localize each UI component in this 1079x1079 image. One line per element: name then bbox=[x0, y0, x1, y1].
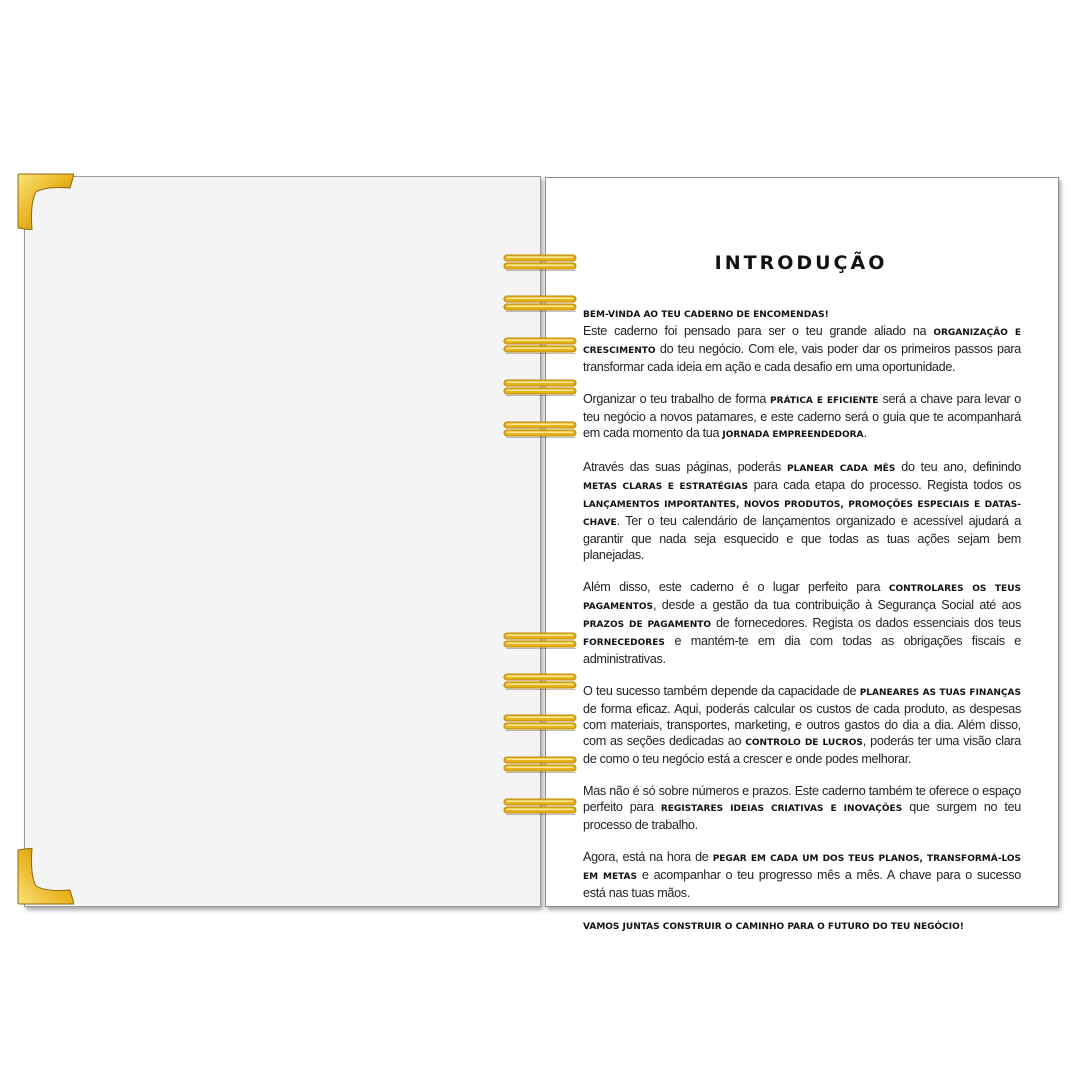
intro-text bbox=[583, 305, 1021, 951]
emphasis-text: PLANEAR CADA MÊS bbox=[786, 464, 896, 474]
spiral-ring-icon bbox=[503, 378, 577, 396]
spiral-ring-icon bbox=[503, 672, 577, 690]
body-text: Este caderno foi pensado para ser o teu grande aliado na bbox=[583, 324, 934, 338]
spiral-ring-icon bbox=[503, 420, 577, 438]
body-text: , poderás ter uma visão clara de como o teu negócio está a crescer e onde podes melhorar. bbox=[583, 734, 1021, 766]
body-text: Através das suas páginas, poderás bbox=[583, 460, 787, 474]
body-text: de forma eficaz. Aqui, poderás calcular os custos de cada produto, as despesas com materiais, transportes, marketing, e outros gastos do dia a dia. Além disso, com as seções dedicadas ao bbox=[583, 702, 1021, 748]
emphasis-text: PRÁTICA E EFICIENTE bbox=[770, 396, 879, 406]
body-text: de fornecedores. Regista os dados essenciais dos teus bbox=[711, 616, 1021, 630]
spiral-ring-icon bbox=[503, 713, 577, 731]
emphasis-text: PLANEARES AS TUAS FINANÇAS bbox=[859, 688, 1021, 698]
emphasis-text: ORGANIZAÇÃO E CRESCIMENTO bbox=[583, 328, 1021, 356]
body-text: Mas não é só sobre números e prazos. Este caderno também te oferece o espaço perfeito para bbox=[583, 784, 1021, 814]
intro-paragraph bbox=[583, 305, 1021, 375]
spiral-ring-icon bbox=[503, 631, 577, 649]
spiral-ring-icon bbox=[503, 336, 577, 354]
body-text: . Ter o teu calendário de lançamentos organizado e acessível ajudará a garantir que nada seja esquecido e que todas as tuas ações sejam bem planejadas. bbox=[583, 514, 1021, 562]
emphasis-text: PEGAR EM CADA UM DOS TEUS PLANOS, TRANSFORMÁ-LOS EM METAS bbox=[583, 854, 1021, 882]
body-text: do teu ano, definindo bbox=[895, 460, 1021, 474]
gold-corner-top-left-icon bbox=[16, 172, 74, 230]
emphasis-text: LANÇAMENTOS IMPORTANTES, NOVOS PRODUTOS, PROMOÇÕES ESPECIAIS E DATAS-CHAVE bbox=[583, 500, 1021, 528]
emphasis-text: VAMOS JUNTAS CONSTRUIR O CAMINHO PARA O FUTURO DO TEU NEGÓCIO! bbox=[583, 922, 964, 932]
spiral-ring-icon bbox=[503, 294, 577, 312]
emphasis-text: FORNECEDORES bbox=[583, 638, 665, 648]
body-text: . bbox=[863, 426, 867, 440]
intro-paragraph bbox=[583, 917, 1021, 935]
intro-paragraph bbox=[583, 849, 1021, 901]
intro-paragraph bbox=[583, 683, 1021, 767]
intro-paragraph bbox=[583, 579, 1021, 667]
emphasis-text: METAS CLARAS E ESTRATÉGIAS bbox=[583, 482, 748, 492]
body-text: , desde a gestão da tua contribuição à Segurança Social até aos bbox=[653, 598, 1021, 612]
page-title: INTRODUÇÃO bbox=[714, 252, 888, 274]
intro-paragraph bbox=[583, 391, 1021, 443]
body-text: para cada etapa do processo. Regista todos os bbox=[747, 478, 1021, 492]
emphasis-text: BEM-VINDA AO TEU CADERNO DE ENCOMENDAS! bbox=[583, 310, 829, 320]
gold-corner-bottom-left-icon bbox=[16, 848, 74, 906]
emphasis-text: PRAZOS DE PAGAMENTO bbox=[583, 620, 712, 630]
emphasis-text: CONTROLO DE LUCROS bbox=[745, 738, 863, 748]
emphasis-text: REGISTARES IDEIAS CRIATIVAS E INOVAÇÕES bbox=[660, 804, 903, 814]
intro-paragraph bbox=[583, 459, 1021, 563]
body-text: e mantém-te em dia com todas as obrigações fiscais e administrativas. bbox=[583, 634, 1021, 666]
body-text: Agora, está na hora de bbox=[583, 850, 713, 864]
body-text: será a chave para levar o teu negócio a novos patamares, e este caderno será o guia que te acompanhará em cada momento da tua bbox=[583, 392, 1022, 440]
body-text: que surgem no teu processo de trabalho. bbox=[583, 800, 1021, 832]
spiral-ring-icon bbox=[503, 797, 577, 815]
emphasis-text: JORNADA EMPREENDEDORA bbox=[722, 430, 864, 440]
body-text: e acompanhar o teu progresso mês a mês. A chave para o sucesso está nas tuas mãos. bbox=[583, 868, 1021, 900]
body-text: O teu sucesso também depende da capacidade de bbox=[583, 684, 860, 698]
left-page-blank bbox=[24, 176, 541, 907]
body-text: do teu negócio. Com ele, vais poder dar os primeiros passos para transformar cada ideia em ação e cada desafio em uma oportunidade. bbox=[583, 342, 1021, 374]
body-text: Além disso, este caderno é o lugar perfeito para bbox=[583, 580, 889, 594]
intro-paragraph bbox=[583, 783, 1021, 833]
body-text: Organizar o teu trabalho de forma bbox=[583, 392, 771, 406]
spiral-ring-icon bbox=[503, 755, 577, 773]
emphasis-text: CONTROLARES OS TEUS PAGAMENTOS bbox=[583, 584, 1021, 612]
